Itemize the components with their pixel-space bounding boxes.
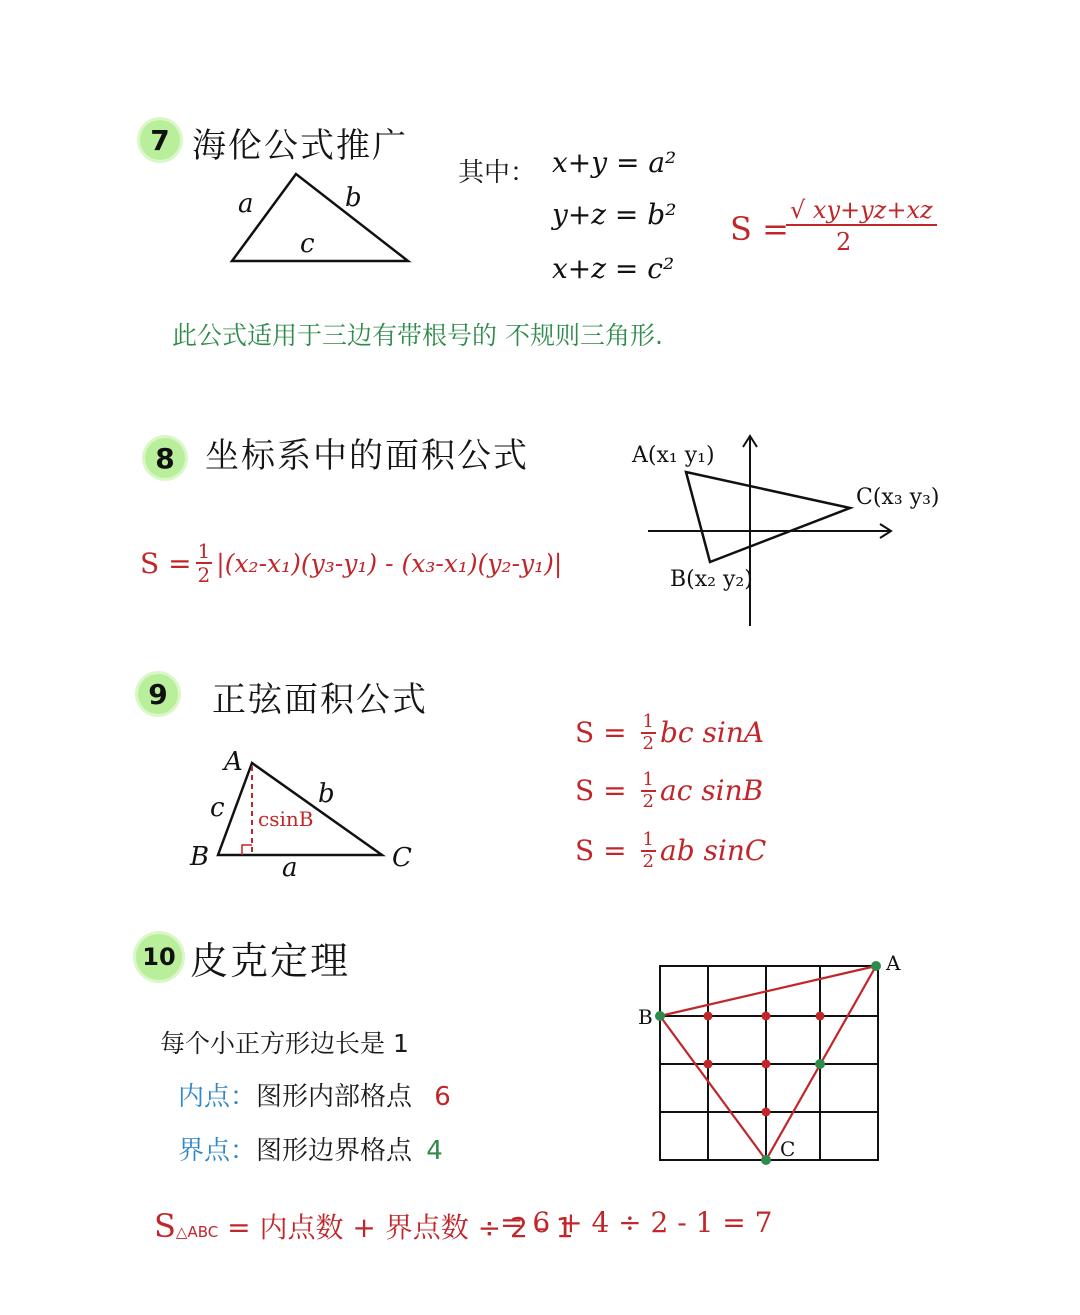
sine3-s: S = <box>575 834 627 868</box>
grid-B: B <box>638 1005 653 1029</box>
heron-s: S = <box>730 210 789 248</box>
side-length-note: 每个小正方形边长是 1 <box>160 1029 409 1058</box>
tri9-A: A <box>224 747 243 777</box>
tri7-b: b <box>345 183 362 213</box>
section-10-number: 10 <box>142 943 176 971</box>
grid-A: A <box>886 951 901 975</box>
tri9-a: a <box>282 853 298 883</box>
heron-denominator: 2 <box>836 228 852 256</box>
eq-yz: y+z = b² <box>552 198 677 231</box>
point-c-label: C(x₃ y₃) <box>856 485 940 510</box>
sine2-half-num: 1 <box>642 769 654 790</box>
tri7-c: c <box>300 229 315 259</box>
section-8-title: 坐标系中的面积公式 <box>205 436 529 476</box>
heron-numerator: √ xy+yz+xz <box>786 196 937 226</box>
sine2-half-den: 2 <box>642 790 654 812</box>
coord-half-num: 1 <box>197 539 211 563</box>
section-9-title: 正弦面积公式 <box>212 680 428 720</box>
sine1-body: bc sinA <box>660 716 765 750</box>
pick-s: S <box>154 1207 176 1245</box>
heron-note: 此公式适用于三边有带根号的 不规则三角形. <box>172 321 663 350</box>
bound-text: 图形边界格点 <box>256 1136 413 1166</box>
point-b-label: B(x₂ y₂) <box>670 567 753 592</box>
section-7-title: 海伦公式推广 <box>192 126 408 166</box>
point-a-label: A(x₁ y₁) <box>632 443 715 468</box>
sine2-body: ac sinB <box>660 774 764 808</box>
inner-value: 6 <box>434 1082 451 1112</box>
bound-label: 界点： <box>178 1136 257 1166</box>
pick-rest: = 内点数 + 界点数 ÷ 2 - 1 <box>218 1211 574 1244</box>
coord-half-den: 2 <box>197 563 211 587</box>
sine3-half-num: 1 <box>642 829 654 850</box>
where-label: 其中： <box>458 158 537 188</box>
bound-value: 4 <box>426 1136 443 1166</box>
tri7-a: a <box>238 189 254 219</box>
tri9-C: C <box>392 843 412 873</box>
inner-label: 内点： <box>178 1082 257 1112</box>
tri9-B: B <box>190 842 210 872</box>
tri9-height: csinB <box>258 807 314 831</box>
sine1-s: S = <box>575 716 627 750</box>
tri9-b: b <box>318 779 335 809</box>
section-10-title: 皮克定理 <box>190 939 351 983</box>
section-8-number: 8 <box>155 441 175 475</box>
section-9-number: 9 <box>148 677 168 711</box>
coord-formula-s: S = <box>140 546 192 580</box>
sine3-body: ab sinC <box>660 834 767 868</box>
sine3-half-den: 2 <box>642 850 654 872</box>
coord-formula-body: |(x₂-x₁)(y₃-y₁) - (x₃-x₁)(y₂-y₁)| <box>216 548 563 578</box>
tri9-c: c <box>210 793 225 823</box>
grid-C: C <box>780 1137 796 1161</box>
eq-xz: x+z = c² <box>552 252 675 285</box>
eq-xy: x+y = a² <box>552 146 677 179</box>
inner-text: 图形内部格点 <box>256 1082 413 1112</box>
sine1-half-den: 2 <box>642 732 654 754</box>
pick-sub: △ABC <box>175 1223 219 1241</box>
sine1-half-num: 1 <box>642 711 654 732</box>
sine2-s: S = <box>575 774 627 808</box>
pick-result: = 6 + 4 ÷ 2 - 1 = 7 <box>500 1206 773 1239</box>
section-7-number: 7 <box>150 123 170 157</box>
